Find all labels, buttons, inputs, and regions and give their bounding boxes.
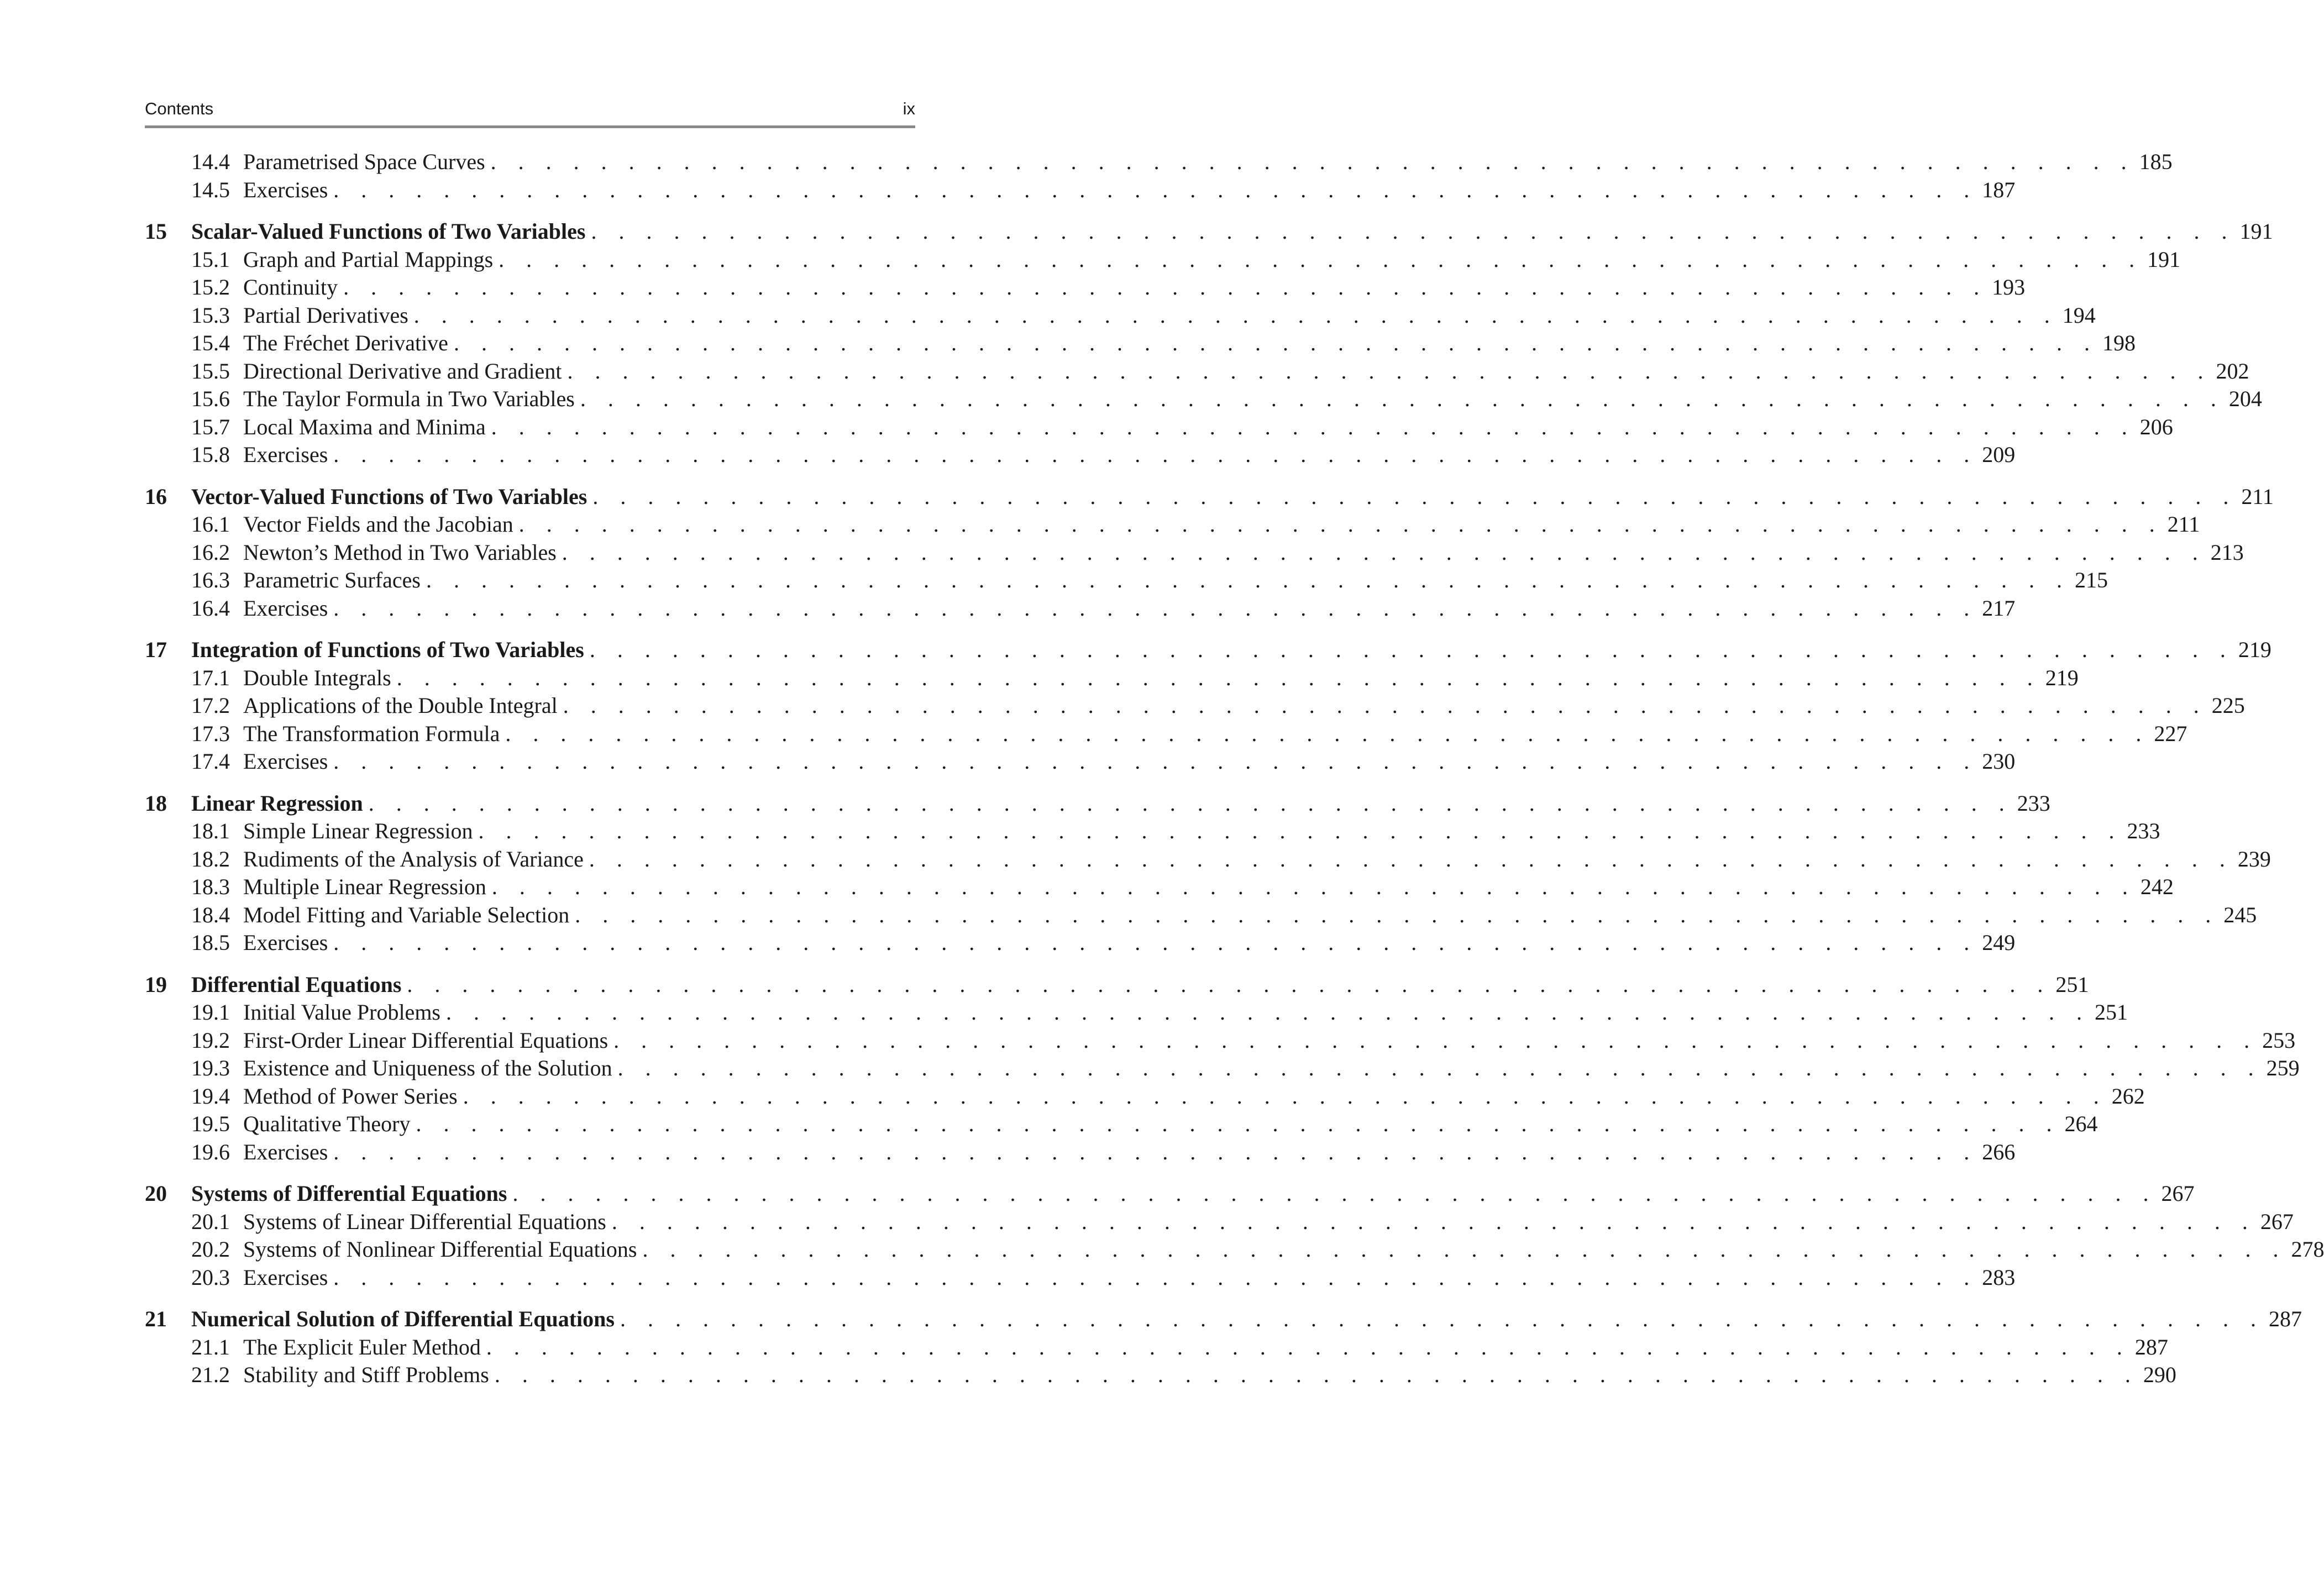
toc-chapter-block	[145, 971, 2300, 1167]
chapter-page: 233	[2017, 790, 2050, 816]
section-title: Local Maxima and Minima	[243, 414, 486, 439]
section-title: Exercises	[243, 930, 328, 955]
dot-leader: . . . . . . . . . . . . . . . . . . . . . . . . . . . . . . . . . . . . . . . . . . . . . . . . . . . . . . . . . . . .	[426, 568, 2070, 592]
dot-leader: . . . . . . . . . . . . . . . . . . . . . . . . . . . . . . . . . . . . . . . . . . . . . . . . . . . . . . . . . . . .	[333, 177, 1978, 202]
chapter-number: 17	[145, 637, 167, 662]
section-page: 185	[2139, 149, 2173, 174]
section-number: 19.2	[191, 1027, 230, 1053]
chapter-title: Vector-Valued Functions of Two Variables	[191, 484, 587, 509]
dot-leader: . . . . . . . . . . . . . . . . . . . . . . . . . . . . . . . . . . . . . . . . . . . . . . . . . . . . . . . . . . . .	[463, 1083, 2107, 1109]
section-page: 198	[2102, 330, 2136, 355]
chapter-title: Differential Equations	[191, 972, 402, 997]
section-page: 211	[2167, 512, 2200, 537]
section-number: 15.5	[191, 358, 230, 384]
section-title: Applications of the Double Integral	[243, 693, 558, 718]
section-page: 204	[2228, 386, 2262, 411]
dot-leader: . . . . . . . . . . . . . . . . . . . . . . . . . . . . . . . . . . . . . . . . . . . . . . . . . . . . . . . . . . . .	[499, 246, 2143, 272]
chapter-number: 16	[145, 484, 167, 509]
chapter-title: Systems of Differential Equations	[191, 1181, 507, 1206]
dot-leader: . . . . . . . . . . . . . . . . . . . . . . . . . . . . . . . . . . . . . . . . . . . . . . . . . . . . . . . . . . . .	[518, 512, 2163, 537]
section-number: 18.1	[191, 818, 230, 843]
dot-leader: . . . . . . . . . . . . . . . . . . . . . . . . . . . . . . . . . . . . . . . . . . . . . . . . . . . . . . . . . . . .	[407, 972, 2052, 997]
section-number: 16.1	[191, 512, 230, 537]
toc-chapter-entry[interactable]	[145, 218, 2273, 246]
section-number: 18.2	[191, 846, 230, 872]
section-page: 267	[2260, 1209, 2294, 1234]
toc-section-entry[interactable]	[145, 329, 2136, 358]
section-number: 19.3	[191, 1056, 230, 1080]
dot-leader: . . . . . . . . . . . . . . . . . . . . . . . . . . . . . . . . . . . . . . . . . . . . . . . . . . . . . . . . . . . .	[567, 358, 2212, 384]
page-header	[145, 97, 915, 128]
section-title: Model Fitting and Variable Selection	[243, 902, 570, 927]
section-number: 19.4	[191, 1083, 230, 1109]
section-title: Directional Derivative and Gradient	[243, 358, 562, 384]
section-number: 19.5	[191, 1111, 230, 1136]
dot-leader: . . . . . . . . . . . . . . . . . . . . . . . . . . . . . . . . . . . . . . . . . . . . . . . . . . . . . . . . . . . .	[343, 275, 1988, 300]
toc-section-entry[interactable]	[145, 441, 2016, 469]
dot-leader: . . . . . . . . . . . . . . . . . . . . . . . . . . . . . . . . . . . . . . . . . . . . . . . . . . . . . . . . . . . .	[333, 1264, 1978, 1290]
dot-leader: . . . . . . . . . . . . . . . . . . . . . . . . . . . . . . . . . . . . . . . . . . . . . . . . . . . . . . . . . . . .	[562, 539, 2206, 565]
section-title: Newton’s Method in Two Variables	[243, 539, 557, 565]
chapter-number: 15	[145, 219, 167, 244]
dot-leader: . . . . . . . . . . . . . . . . . . . . . . . . . . . . . . . . . . . . . . . . . . . . . . . . . . . . . . . . . . . .	[512, 1181, 2157, 1206]
toc-section-entry[interactable]	[145, 566, 2108, 595]
dot-leader: . . . . . . . . . . . . . . . . . . . . . . . . . . . . . . . . . . . . . . . . . . . . . . . . . . . . . . . . . . . .	[589, 846, 2233, 872]
dot-leader: . . . . . . . . . . . . . . . . . . . . . . . . . . . . . . . . . . . . . . . . . . . . . . . . . . . . . . . . . . . .	[575, 902, 2220, 927]
dot-leader: . . . . . . . . . . . . . . . . . . . . . . . . . . . . . . . . . . . . . . . . . . . . . . . . . . . . . . . . . . . .	[589, 637, 2234, 662]
toc-section-entry[interactable]	[145, 901, 2257, 930]
section-title: Qualitative Theory	[243, 1111, 411, 1136]
toc-section-entry[interactable]	[145, 1334, 2168, 1362]
toc-section-entry[interactable]	[145, 1361, 2176, 1389]
dot-leader: . . . . . . . . . . . . . . . . . . . . . . . . . . . . . . . . . . . . . . . . . . . . . . . . . . . . . . . . . . . .	[396, 665, 2041, 690]
section-page: 202	[2216, 358, 2249, 384]
toc-chapter-entry[interactable]	[145, 636, 2271, 664]
toc-section-entry[interactable]	[145, 720, 2187, 748]
section-page: 227	[2154, 721, 2187, 746]
dot-leader: . . . . . . . . . . . . . . . . . . . . . . . . . . . . . . . . . . . . . . . . . . . . . . . . . . . . . . . . . . . .	[413, 302, 2058, 328]
section-number: 20.3	[191, 1264, 230, 1290]
section-page: 242	[2140, 874, 2174, 899]
section-page: 283	[1982, 1264, 2016, 1290]
toc-section-entry[interactable]	[145, 246, 2181, 274]
section-number: 15.4	[191, 330, 230, 355]
dot-leader: . . . . . . . . . . . . . . . . . . . . . . . . . . . . . . . . . . . . . . . . . . . . . . . . . . . . . . . . . . . .	[494, 1362, 2139, 1387]
chapter-title: Numerical Solution of Differential Equations	[191, 1306, 615, 1331]
chapter-number: 20	[145, 1181, 167, 1206]
section-title: Multiple Linear Regression	[243, 874, 486, 899]
dot-leader: . . . . . . . . . . . . . . . . . . . . . . . . . . . . . . . . . . . . . . . . . . . . . . . . . . . . . . . . . . . .	[591, 219, 2236, 244]
dot-leader: . . . . . . . . . . . . . . . . . . . . . . . . . . . . . . . . . . . . . . . . . . . . . . . . . . . . . . . . . . . .	[592, 484, 2237, 509]
section-title: The Fréchet Derivative	[243, 330, 448, 355]
section-number: 14.4	[191, 149, 230, 174]
dot-leader: . . . . . . . . . . . . . . . . . . . . . . . . . . . . . . . . . . . . . . . . . . . . . . . . . . . . . . . . . . . .	[563, 693, 2207, 718]
toc-section-entry[interactable]	[145, 664, 2079, 692]
section-title: Systems of Nonlinear Differential Equations	[243, 1237, 637, 1262]
section-title: The Transformation Formula	[243, 721, 500, 746]
section-page: 187	[1982, 177, 2016, 202]
toc-section-entry[interactable]	[145, 1110, 2098, 1138]
section-number: 19.1	[191, 1000, 230, 1025]
section-page: 262	[2111, 1083, 2145, 1109]
toc-chapter-block	[145, 218, 2273, 469]
toc-section-entry[interactable]	[145, 1054, 2300, 1083]
toc-chapter-block	[145, 483, 2274, 623]
toc-chapter-block	[145, 1305, 2302, 1389]
section-number: 21.1	[191, 1334, 230, 1359]
toc-section-entry[interactable]	[145, 358, 2249, 386]
section-number: 15.1	[191, 246, 230, 272]
chapter-page: 251	[2055, 972, 2089, 997]
section-page: 225	[2211, 693, 2245, 718]
toc-section-entry[interactable]	[145, 1236, 2324, 1264]
toc-section-entry[interactable]	[145, 274, 2026, 302]
toc-section-entry[interactable]	[145, 148, 2173, 176]
section-title: Exercises	[243, 1139, 328, 1164]
dot-leader: . . . . . . . . . . . . . . . . . . . . . . . . . . . . . . . . . . . . . . . . . . . . . . . . . . . . . . . . . . . .	[491, 874, 2136, 899]
section-number: 16.3	[191, 568, 230, 592]
section-page: 219	[2045, 665, 2079, 690]
chapter-page: 219	[2238, 637, 2271, 662]
toc-section-entry[interactable]	[145, 846, 2271, 874]
section-title: Method of Power Series	[243, 1083, 458, 1109]
section-number: 15.7	[191, 414, 230, 439]
dot-leader: . . . . . . . . . . . . . . . . . . . . . . . . . . . . . . . . . . . . . . . . . . . . . . . . . . . . . . . . . . . .	[486, 1334, 2131, 1359]
toc-section-entry[interactable]	[145, 511, 2200, 539]
section-page: 206	[2139, 414, 2173, 439]
chapter-title: Scalar-Valued Functions of Two Variables	[191, 219, 586, 244]
dot-leader: . . . . . . . . . . . . . . . . . . . . . . . . . . . . . . . . . . . . . . . . . . . . . . . . . . . . . . . . . . . .	[478, 818, 2123, 843]
section-title: Exercises	[243, 595, 328, 621]
toc-section-entry[interactable]	[145, 1264, 2016, 1292]
section-number: 18.3	[191, 874, 230, 899]
section-number: 20.2	[191, 1237, 230, 1262]
section-page: 278	[2291, 1237, 2324, 1262]
toc-section-entry[interactable]	[145, 692, 2245, 720]
section-number: 21.2	[191, 1362, 230, 1387]
section-number: 17.1	[191, 665, 230, 690]
dot-leader: . . . . . . . . . . . . . . . . . . . . . . . . . . . . . . . . . . . . . . . . . . . . . . . . . . . . . . . . . . . .	[642, 1237, 2287, 1262]
dot-leader: . . . . . . . . . . . . . . . . . . . . . . . . . . . . . . . . . . . . . . . . . . . . . . . . . . . . . . . . . . . .	[613, 1027, 2258, 1053]
section-page: 251	[2095, 1000, 2128, 1025]
section-title: The Explicit Euler Method	[243, 1334, 481, 1359]
toc-section-entry[interactable]	[145, 1138, 2016, 1167]
section-page: 245	[2223, 902, 2257, 927]
section-title: Parametric Surfaces	[243, 568, 421, 592]
dot-leader: . . . . . . . . . . . . . . . . . . . . . . . . . . . . . . . . . . . . . . . . . . . . . . . . . . . . . . . . . . . .	[333, 442, 1978, 467]
section-number: 16.2	[191, 539, 230, 565]
chapter-number: 21	[145, 1306, 167, 1331]
dot-leader: . . . . . . . . . . . . . . . . . . . . . . . . . . . . . . . . . . . . . . . . . . . . . . . . . . . . . . . . . . . .	[620, 1306, 2264, 1331]
section-title: Double Integrals	[243, 665, 391, 690]
section-number: 18.5	[191, 930, 230, 955]
section-title: Exercises	[243, 1264, 328, 1290]
section-title: The Taylor Formula in Two Variables	[243, 386, 575, 411]
toc-chapter-entry[interactable]	[145, 1305, 2302, 1334]
dot-leader: . . . . . . . . . . . . . . . . . . . . . . . . . . . . . . . . . . . . . . . . . . . . . . . . . . . . . . . . . . . .	[491, 414, 2136, 439]
section-number: 20.1	[191, 1209, 230, 1234]
section-number: 18.4	[191, 902, 230, 927]
dot-leader: . . . . . . . . . . . . . . . . . . . . . . . . . . . . . . . . . . . . . . . . . . . . . . . . . . . . . . . . . . . .	[333, 595, 1978, 621]
section-number: 15.8	[191, 442, 230, 467]
toc-section-entry[interactable]	[145, 176, 2016, 204]
chapter-page: 211	[2241, 484, 2274, 509]
toc-continuation-block	[145, 148, 2173, 204]
toc-section-entry[interactable]	[145, 302, 2096, 330]
toc-section-entry[interactable]	[145, 817, 2160, 846]
section-page: 213	[2210, 539, 2244, 565]
section-page: 194	[2062, 302, 2096, 328]
section-number: 15.6	[191, 386, 230, 411]
toc-section-entry[interactable]	[145, 999, 2128, 1027]
chapter-title: Integration of Functions of Two Variables	[191, 637, 584, 662]
toc-section-entry[interactable]	[145, 1027, 2296, 1055]
dot-leader: . . . . . . . . . . . . . . . . . . . . . . . . . . . . . . . . . . . . . . . . . . . . . . . . . . . . . . . . . . . .	[368, 790, 2013, 816]
toc-chapter-block	[145, 790, 2271, 957]
dot-leader: . . . . . . . . . . . . . . . . . . . . . . . . . . . . . . . . . . . . . . . . . . . . . . . . . . . . . . . . . . . .	[505, 721, 2150, 746]
chapter-page: 267	[2161, 1181, 2195, 1206]
section-page: 230	[1982, 749, 2016, 774]
toc-chapter-entry[interactable]	[145, 971, 2089, 999]
toc-section-entry[interactable]	[145, 385, 2262, 413]
toc-chapter-entry[interactable]	[145, 483, 2274, 511]
section-number: 17.2	[191, 693, 230, 718]
section-page: 239	[2237, 846, 2271, 872]
section-title: Partial Derivatives	[243, 302, 408, 328]
section-page: 217	[1982, 595, 2016, 621]
toc-section-entry[interactable]	[145, 748, 2016, 776]
page-number: ix	[903, 99, 915, 118]
section-number: 16.4	[191, 595, 230, 621]
dot-leader: . . . . . . . . . . . . . . . . . . . . . . . . . . . . . . . . . . . . . . . . . . . . . . . . . . . . . . . . . . . .	[580, 386, 2225, 411]
toc-chapter-entry[interactable]	[145, 1180, 2195, 1208]
section-page: 259	[2266, 1056, 2300, 1080]
chapter-page: 287	[2268, 1306, 2302, 1331]
section-title: Exercises	[243, 177, 328, 202]
dot-leader: . . . . . . . . . . . . . . . . . . . . . . . . . . . . . . . . . . . . . . . . . . . . . . . . . . . . . . . . . . . .	[333, 1139, 1978, 1164]
section-number: 15.2	[191, 275, 230, 300]
section-title: Stability and Stiff Problems	[243, 1362, 489, 1387]
section-title: Initial Value Problems	[243, 1000, 440, 1025]
section-title: Parametrised Space Curves	[243, 149, 485, 174]
section-number: 14.5	[191, 177, 230, 202]
toc-section-entry[interactable]	[145, 873, 2174, 901]
chapter-title: Linear Regression	[191, 790, 363, 816]
toc-chapter-block	[145, 1180, 2324, 1292]
section-number: 19.6	[191, 1139, 230, 1164]
dot-leader: . . . . . . . . . . . . . . . . . . . . . . . . . . . . . . . . . . . . . . . . . . . . . . . . . . . . . . . . . . . .	[611, 1209, 2256, 1234]
toc-section-entry[interactable]	[145, 929, 2016, 957]
section-number: 17.4	[191, 749, 230, 774]
toc-section-entry[interactable]	[145, 595, 2016, 623]
chapter-number: 18	[145, 790, 167, 816]
section-page: 290	[2143, 1362, 2176, 1387]
section-page: 193	[1992, 275, 2026, 300]
section-title: Simple Linear Regression	[243, 818, 473, 843]
chapter-number: 19	[145, 972, 167, 997]
section-title: Systems of Linear Differential Equations	[243, 1209, 606, 1234]
section-title: Exercises	[243, 749, 328, 774]
toc-section-entry[interactable]	[145, 413, 2173, 442]
dot-leader: . . . . . . . . . . . . . . . . . . . . . . . . . . . . . . . . . . . . . . . . . . . . . . . . . . . . . . . . . . . .	[333, 930, 1978, 955]
section-title: Vector Fields and the Jacobian	[243, 512, 513, 537]
section-page: 209	[1982, 442, 2016, 467]
section-title: Existence and Uniqueness of the Solution	[243, 1056, 612, 1080]
section-title: Continuity	[243, 275, 338, 300]
table-of-contents	[145, 148, 2324, 1389]
toc-chapter-entry[interactable]	[145, 790, 2050, 818]
section-title: Graph and Partial Mappings	[243, 246, 494, 272]
running-title: Contents	[145, 99, 214, 118]
section-page: 191	[2147, 246, 2181, 272]
section-page: 233	[2127, 818, 2160, 843]
section-page: 266	[1982, 1139, 2016, 1164]
section-title: Exercises	[243, 442, 328, 467]
toc-section-entry[interactable]	[145, 539, 2244, 567]
section-number: 15.3	[191, 302, 230, 328]
dot-leader: . . . . . . . . . . . . . . . . . . . . . . . . . . . . . . . . . . . . . . . . . . . . . . . . . . . . . . . . . . . .	[490, 149, 2135, 174]
toc-section-entry[interactable]	[145, 1083, 2145, 1111]
section-title: First-Order Linear Differential Equations	[243, 1027, 608, 1053]
section-page: 287	[2134, 1334, 2168, 1359]
dot-leader: . . . . . . . . . . . . . . . . . . . . . . . . . . . . . . . . . . . . . . . . . . . . . . . . . . . . . . . . . . . .	[453, 330, 2098, 355]
section-page: 264	[2064, 1111, 2098, 1136]
section-number: 17.3	[191, 721, 230, 746]
section-page: 253	[2262, 1027, 2296, 1053]
section-title: Rudiments of the Analysis of Variance	[243, 846, 584, 872]
toc-section-entry[interactable]	[145, 1208, 2294, 1236]
dot-leader: . . . . . . . . . . . . . . . . . . . . . . . . . . . . . . . . . . . . . . . . . . . . . . . . . . . . . . . . . . . .	[617, 1056, 2262, 1080]
dot-leader: . . . . . . . . . . . . . . . . . . . . . . . . . . . . . . . . . . . . . . . . . . . . . . . . . . . . . . . . . . . .	[416, 1111, 2060, 1136]
section-page: 249	[1982, 930, 2016, 955]
dot-leader: . . . . . . . . . . . . . . . . . . . . . . . . . . . . . . . . . . . . . . . . . . . . . . . . . . . . . . . . . . . .	[446, 1000, 2090, 1025]
section-page: 215	[2074, 568, 2108, 592]
dot-leader: . . . . . . . . . . . . . . . . . . . . . . . . . . . . . . . . . . . . . . . . . . . . . . . . . . . . . . . . . . . .	[333, 749, 1978, 774]
toc-chapter-block	[145, 636, 2271, 776]
chapter-page: 191	[2239, 219, 2273, 244]
